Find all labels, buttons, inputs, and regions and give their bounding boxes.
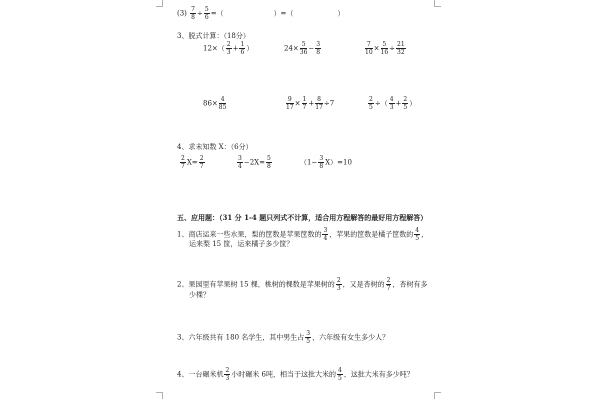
fraction: $\frac{3}{8}$ [316, 41, 321, 56]
fraction: $\frac{3}{4}$ [323, 227, 328, 242]
question-2: 2、果园里有苹果树 15 棵，桃树的棵数是苹果树的 $\frac{2}{3}$ ，又是杏树的 $\frac{2}{7}$ ，杏树有多 [177, 277, 428, 292]
section-3-title: 3、脱式计算：（18分） [177, 32, 250, 40]
question-2-line-2: 少棵？ [189, 291, 210, 299]
crop-mark-bottom-right [434, 392, 441, 399]
question-1-line-2: 运来梨 15 筐，运来橘子多少筐？ [189, 240, 294, 248]
fraction: $\frac{7}{10}$ [365, 41, 373, 56]
fraction: $\frac{2}{5}$ [403, 96, 408, 111]
item-3-label: (3) [177, 9, 187, 18]
equation-4-3: （1− $\frac{3}{8}$ X）=10 [300, 155, 352, 170]
item-3-line: (3) $\frac{7}{8}$ ÷ $\frac{5}{6}$ =（ ）=（ ） [177, 6, 345, 21]
question-4: 4、一台碾米机 $\frac{2}{3}$ 小时碾米 6吨，相当于这批大米的 $\frac{4}{5}$ ，这批大米有多少吨？ [177, 367, 414, 382]
fraction: $\frac{1}{6}$ [240, 41, 245, 56]
expression-3-6: $\frac{2}{5}$ ÷（ $\frac{4}{3}$ + $\frac{2}{5}$ ） [369, 96, 417, 111]
expression-3-5: $\frac{9}{17}$ × $\frac{1}{7}$ + $\frac{8}{17}$ ÷7 [286, 96, 335, 111]
fraction: $\frac{2}{3}$ [225, 367, 230, 382]
fraction: $\frac{4}{3}$ [389, 96, 394, 111]
fraction: $\frac{4}{5}$ [337, 367, 342, 382]
fraction: $\frac{2}{7}$ [181, 155, 185, 170]
fraction: $\frac{4}{85}$ [218, 96, 227, 111]
question-1: 1、商店运来一些水果，梨的筐数是苹果筐数的 $\frac{3}{4}$ ，苹果的筐数是橘子筐数的 $\frac{4}{5}$ ， [177, 227, 429, 242]
fraction: $\frac{2}{3}$ [336, 277, 341, 292]
crop-mark-bottom-left [156, 392, 163, 399]
fraction: $\frac{3}{4}$ [238, 155, 242, 170]
fraction: $\frac{7}{8}$ [191, 6, 195, 21]
fraction: $\frac{5}{8}$ [267, 155, 271, 170]
fraction: $\frac{2}{7}$ [386, 277, 391, 292]
fraction: $\frac{21}{32}$ [397, 41, 405, 56]
fraction: $\frac{5}{36}$ [299, 41, 308, 56]
fraction: $\frac{2}{5}$ [369, 96, 373, 111]
fraction: $\frac{2}{3}$ [226, 41, 231, 56]
crop-mark-top-right [434, 0, 441, 7]
fraction: $\frac{5}{6}$ [204, 6, 209, 21]
question-3: 3、六年级共有 180 名学生，其中男生占 $\frac{3}{5}$ ，六年级有女生多少人？ [177, 330, 390, 345]
fraction: $\frac{3}{5}$ [306, 330, 311, 345]
expression-3-2: 24× $\frac{5}{36}$ − $\frac{3}{8}$ [284, 41, 321, 56]
expression-3-1: 12×（ $\frac{2}{3}$ + $\frac{1}{6}$ ） [203, 41, 254, 56]
fraction: $\frac{4}{5}$ [415, 227, 420, 242]
expression-3-3: $\frac{7}{10}$ × $\frac{5}{16}$ ÷ $\frac{21}{32}$ [365, 41, 405, 56]
expression-3-4: 86× $\frac{4}{85}$ [203, 96, 227, 111]
crop-mark-top-left [156, 0, 163, 7]
fraction: $\frac{8}{17}$ [315, 96, 323, 111]
equation-4-1: $\frac{2}{7}$ X= $\frac{2}{7}$ [181, 155, 204, 170]
fraction: $\frac{1}{7}$ [302, 96, 307, 111]
fraction: $\frac{5}{16}$ [380, 41, 389, 56]
fraction: $\frac{3}{8}$ [319, 155, 324, 170]
equation-4-2: $\frac{3}{4}$ −2X= $\frac{5}{8}$ [238, 155, 271, 170]
fraction: $\frac{9}{17}$ [286, 96, 294, 111]
section-5-title: 五、应用题：（31 分 1-4 题只列式不计算，适合用方程解答的最好用方程解答） [177, 213, 428, 222]
fraction: $\frac{2}{7}$ [199, 155, 204, 170]
section-4-title: 4、求未知数 X：（6分） [177, 143, 253, 151]
